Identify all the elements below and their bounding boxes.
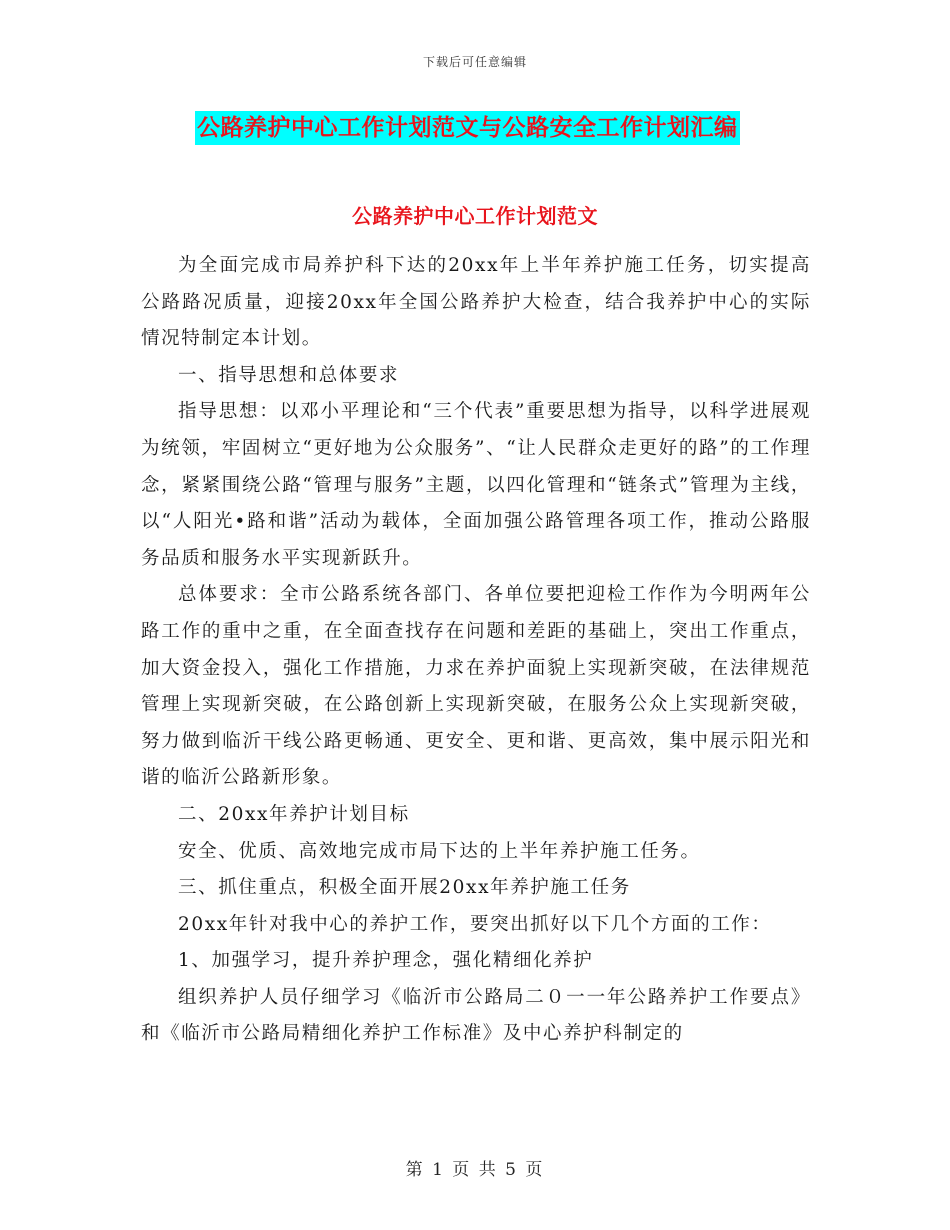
paragraph: 指导思想：以邓小平理论和“三个代表”重要思想为指导，以科学进展观为统领，牢固树立“更好地为公众服务”、“让人民群众走更好的路”的工作理念，紧紧围绕公路“管理与服务”主题，以四化管理和“链条式”管理为主线，以“人阳光•路和谐”活动为载体，全面加强公路管理各项工作，推动公路服务品质和服务水平实现新跃升。 (141, 401, 811, 569)
document-title-highlight (195, 111, 740, 145)
heading-study: 1、加强学习，提升养护理念，强化精细化养护 (178, 950, 594, 972)
paragraph: 安全、优质、高效地完成市局下达的上半年养护施工任务。 (178, 840, 701, 862)
paragraph: 组织养护人员仔细学习《临沂市公路局二０一一年公路养护工作要点》和《临沂市公路局精细化养护工作标准》及中心养护科制定的 (141, 986, 811, 1045)
document-title: 公路养护中心工作计划范文与公路安全工作计划汇编 (197, 114, 738, 141)
heading-plan-goals: 二、20xx年养护计划目标 (178, 803, 410, 825)
paragraph: 20xx年针对我中心的养护工作，要突出抓好以下几个方面的工作： (178, 913, 772, 935)
heading-key-points: 三、抓住重点，积极全面开展20xx年养护施工任务 (178, 877, 631, 899)
header-note: 下载后可任意编辑 (422, 55, 527, 69)
paragraph: 为全面完成市局养护科下达的20xx年上半年养护施工任务，切实提高公路路况质量，迎接20xx年全国公路养护大检查，结合我养护中心的实际情况特制定本计划。 (141, 255, 811, 350)
document-body (141, 248, 811, 1053)
paragraph: 总体要求：全市公路系统各部门、各单位要把迎检工作作为今明两年公路工作的重中之重，在全面查找存在问题和差距的基础上，突出工作重点，加大资金投入，强化工作措施，力求在养护面貌上实现新突破，在法律规范管理上实现新突破，在公路创新上实现新突破，在服务公众上实现新突破，努力做到临沂干线公路更畅通、更安全、更和谐、更高效，集中展示阳光和谐的临沂公路新形象。 (141, 584, 811, 789)
page-number: 第 1 页 共 5 页 (405, 1160, 545, 1180)
section-title: 公路养护中心工作计划范文 (352, 204, 598, 228)
heading-guiding-ideology: 一、指导思想和总体要求 (178, 364, 400, 386)
